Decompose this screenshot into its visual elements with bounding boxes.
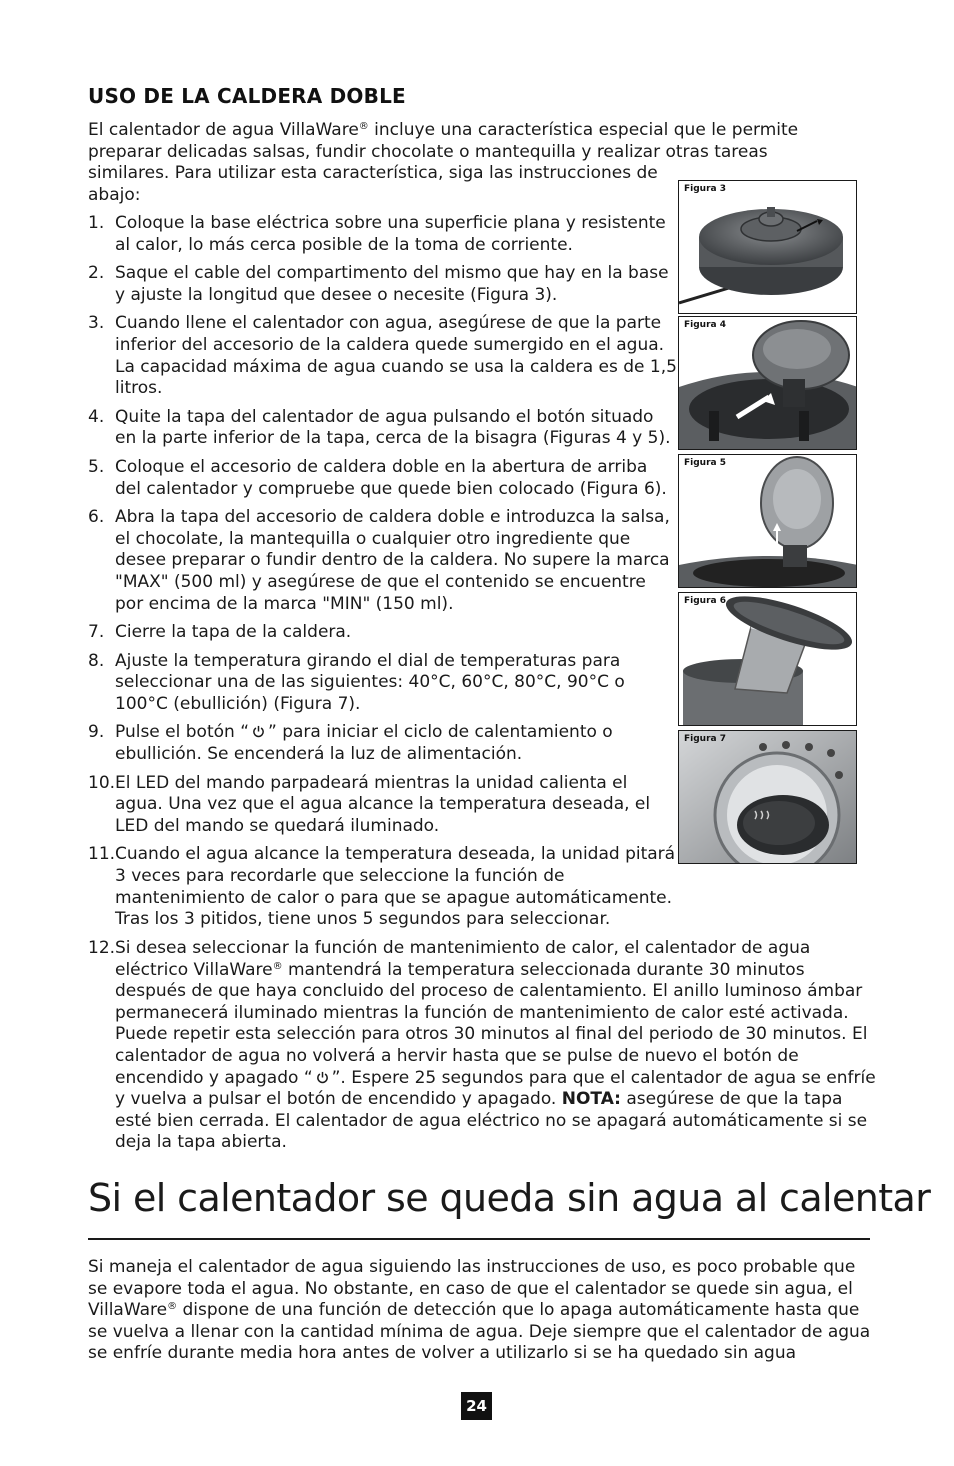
step-number: 5. — [88, 456, 105, 477]
figure-7 — [678, 730, 857, 864]
step-item — [88, 407, 678, 450]
step-number: 2. — [88, 263, 105, 284]
step-number: 7. — [88, 622, 105, 643]
figure-label: Figura 6 — [684, 596, 726, 606]
power-icon — [252, 725, 265, 738]
paragraph-text: Si maneja el calentador de agua siguiendo las instrucciones de uso, es poco probable que se evapore toda el agua. No obstante, en caso de que el calentador se quede sin agua, el VillaWare — [88, 1257, 856, 1321]
control-dial-illustration — [679, 731, 857, 864]
figure-6 — [678, 592, 857, 726]
step-item — [88, 844, 678, 930]
intro-text-c: similares. Para utilizar esta característica, siga las instrucciones de abajo: — [88, 163, 658, 205]
step-text: Coloque la base eléctrica sobre una superficie plana y resistente al calor, lo más cerca posible de la toma de corriente. — [115, 213, 666, 255]
figure-label: Figura 7 — [684, 734, 726, 744]
step-text: Cuando el agua alcance la temperatura deseada, la unidad pitará 3 veces para recordarle que seleccione la función de mantenimiento de calor o para que se apague automáticamente. Tras los 3 pitidos, tiene unos 5 segundos para seleccionar. — [115, 844, 676, 930]
step-item — [88, 773, 678, 838]
step-text: Abra la tapa del accesorio de caldera doble e introduzca la salsa, el chocolate, la mantequilla o cualquier otro ingrediente que desee preparar o fundir dentro de la caldera. No supere la marca "MAX" (500 ml) y asegúrese de que el contenido se encuentre por encima de la marca "MIN" (150 ml). — [115, 507, 670, 614]
step-item — [88, 457, 678, 500]
step-text: Si desea seleccionar la función de mantenimiento de calor, el calentador de agua eléctrico VillaWare — [115, 938, 811, 980]
step-text: Pulse el botón “ — [115, 722, 249, 743]
step-number: 9. — [88, 722, 105, 743]
step-text: El LED del mando parpadeará mientras la unidad calienta el agua. Una vez que el agua alcance la temperatura deseada, el LED del mando se quedará iluminado. — [115, 772, 651, 836]
lid-raised-illustration — [679, 455, 857, 588]
figure-3 — [678, 180, 857, 314]
step-number: 10. — [88, 772, 116, 793]
figure-5 — [678, 454, 857, 588]
boiler-insert-illustration — [679, 593, 857, 726]
step-text: ”. Espere 25 segundos para que el calentador de agua se enfríe y vuelva a pulsar el botón de encendido y apagado. — [115, 1067, 876, 1110]
figure-label: Figura 3 — [684, 184, 726, 194]
step-number: 6. — [88, 507, 105, 528]
intro-text-b: incluye una característica especial que le permite preparar delicadas salsas, fundir chocolate o mantequilla y realizar otras tareas — [88, 120, 799, 162]
step-number: 1. — [88, 213, 105, 233]
figure-label: Figura 5 — [684, 458, 726, 468]
dry-run-paragraph — [88, 1257, 878, 1365]
step-item-12 — [88, 938, 878, 1154]
intro-text-a: El calentador de agua VillaWare — [88, 120, 359, 140]
power-icon — [316, 1071, 329, 1084]
lid-open-illustration — [679, 317, 857, 450]
step-item — [88, 263, 678, 306]
instruction-list — [88, 213, 678, 938]
step-text: asegúrese de que la tapa esté bien cerrada. El calentador de agua eléctrico no se apagará automáticamente si se deja la tapa abierta. — [115, 1089, 868, 1153]
step-text: ” para iniciar el ciclo de calentamiento o ebullición. Se encenderá la luz de alimentación. — [115, 722, 613, 765]
step-text: Saque el cable del compartimento del mismo que hay en la base y ajuste la longitud que desee o necesite (Figura 3). — [115, 263, 669, 305]
registered-mark: ® — [358, 121, 369, 132]
title-divider — [88, 1238, 870, 1240]
step-text: Quite la tapa del calentador de agua pulsando el botón situado en la parte inferior de la tapa, cerca de la bisagra (Figuras 4 y 5). — [115, 406, 671, 449]
step-number: 3. — [88, 313, 105, 334]
step-item — [88, 507, 671, 615]
registered-mark: ® — [272, 960, 283, 972]
step-text: Cuando llene el calentador con agua, asegúrese de que la parte inferior del accesorio de la caldera quede sumergido en el agua. La capacidad máxima de agua cuando se usa la caldera es de 1,5 litros. — [115, 313, 677, 399]
step-item — [88, 313, 678, 399]
step-text: Cierre la tapa de la caldera. — [115, 622, 352, 643]
paragraph-text: dispone de una función de detección que lo apaga automáticamente hasta que se vuelva a llenar con la cantidad mínima de agua. Deje siempre que el calentador de agua se enfríe durante media hora antes de volver a utilizarlo si se ha quedado sin agua — [88, 1300, 871, 1364]
note-label: NOTA: — [561, 1089, 621, 1110]
step-number: 11. — [88, 844, 116, 865]
kettle-base-illustration — [679, 181, 857, 314]
figure-4 — [678, 316, 857, 450]
step-item — [88, 722, 678, 765]
step-text: Coloque el accesorio de caldera doble en la abertura de arriba del calentador y compruebe que quede bien colocado (Figura 6). — [115, 456, 667, 499]
step-text: mantendrá la temperatura seleccionada durante 30 minutos después de que haya concluido del proceso de calentamiento. El anillo luminoso ámbar permanecerá iluminado mientras la función de mantenimiento de calor esté activada. Puede repetir esta selección para otros 30 minutos al final del periodo de 30 minutos. El calentador de agua no volverá a hervir hasta que se pulse de nuevo el botón de encendido y apagado “ — [115, 959, 868, 1088]
step-item — [88, 651, 678, 716]
figure-label: Figura 4 — [684, 320, 726, 330]
step-item — [88, 213, 678, 256]
page-number: 24 — [461, 1392, 492, 1420]
step-text: Ajuste la temperatura girando el dial de temperaturas para seleccionar una de las siguientes: 40°C, 60°C, 80°C, 90°C o 100°C (ebullición) (Figura 7). — [115, 650, 625, 714]
step-item — [88, 622, 678, 644]
section-heading: USO DE LA CALDERA DOBLE — [88, 84, 406, 108]
step-number: 12. — [88, 938, 116, 958]
section-title: Si el calentador se queda sin agua al calentar — [88, 1176, 931, 1220]
step-number: 4. — [88, 406, 105, 427]
registered-mark: ® — [167, 1301, 178, 1313]
step-number: 8. — [88, 650, 105, 671]
